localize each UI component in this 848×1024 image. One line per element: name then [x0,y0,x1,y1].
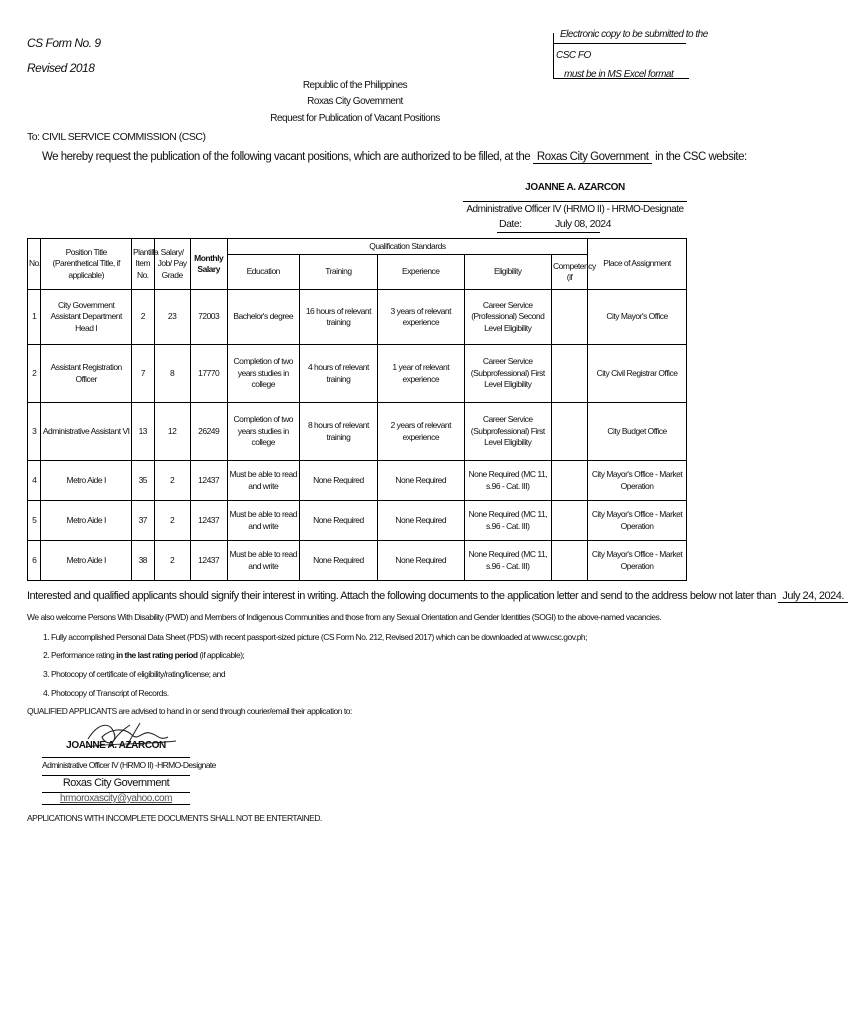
cell-competency [552,501,588,541]
cell-grade: 23 [154,290,190,345]
cell-competency [552,290,588,345]
cell-training: None Required [299,501,377,541]
interest-statement [27,590,848,602]
cell-title: Assistant Registration Officer [41,345,132,403]
deadline: July 24, 2024. [778,590,848,603]
header-position-title: Position Title (Parenthetical Title, if applicable) [41,239,132,290]
request-prefix: We hereby request the publication of the following vacant positions, which are authorized to be filled, at the [42,151,531,163]
bottom-signatory-title: Administrative Officer IV (HRMO II) -HRMO-Designate [42,757,190,770]
cell-place: City Civil Registrar Office [588,345,687,403]
cell-grade: 8 [154,345,190,403]
cell-education: Must be able to read and write [227,461,299,501]
cell-no: 6 [28,541,41,581]
republic-heading: Republic of the Philippines [302,80,408,91]
electronic-copy-note [553,29,708,80]
cell-education: Bachelor's degree [227,290,299,345]
request-agency: Roxas City Government [533,151,653,164]
cell-title: Metro Aide I [41,501,132,541]
cell-title: Administrative Assistant VI [41,403,132,461]
government-heading: Roxas City Government [307,96,403,107]
header-eligibility: Eligibility [464,255,552,290]
requirement-4: 4. Photocopy of Transcript of Records. [43,688,169,698]
cell-place: City Mayor's Office - Market Operation [588,501,687,541]
cell-education: Completion of two years studies in college [227,403,299,461]
cell-salary: 72003 [190,290,227,345]
date-value: July 08, 2024 [555,218,611,230]
cell-place: City Mayor's Office [588,290,687,345]
cell-plantilla: 13 [131,403,154,461]
cell-experience: 3 years of relevant experience [378,290,464,345]
requirement-1: 1. Fully accomplished Personal Data Sheet (PDS) with recent passport-sized picture (CS Form No. 212, Revised 2017) which can be downloaded at www.csc.gov.ph; [43,632,588,642]
cell-plantilla: 2 [131,290,154,345]
electronic-note-line2: CSC FO [556,50,591,61]
contact-email-link[interactable]: hrmoroxascity@yahoo.com [59,793,173,804]
cell-no: 1 [28,290,41,345]
cell-competency [552,541,588,581]
cell-experience: 2 years of relevant experience [378,403,464,461]
top-signatory-name: JOANNE A. AZARCON [525,182,625,193]
header-place-of-assignment: Place of Assignment [588,239,687,290]
contact-email[interactable] [42,792,190,805]
document-title: Request for Publication of Vacant Positions [270,113,440,124]
cell-grade: 2 [154,541,190,581]
cell-training: None Required [299,541,377,581]
cell-no: 2 [28,345,41,403]
cell-eligibility: Career Service (Subprofessional) First Level Eligibility [464,403,552,461]
cell-plantilla: 35 [131,461,154,501]
cell-education: Must be able to read and write [227,501,299,541]
request-statement [42,151,747,163]
cell-place: City Mayor's Office - Market Operation [588,541,687,581]
cell-eligibility: None Required (MC 11, s.96 - Cat. III) [464,461,552,501]
cell-experience: None Required [378,461,464,501]
request-suffix: in the CSC website: [655,151,747,163]
table-row [28,501,687,541]
cell-grade: 12 [154,403,190,461]
vacancy-table [27,238,687,581]
header-salary-grade: Salary/ Job/ Pay Grade [154,239,190,290]
cell-salary: 17770 [190,345,227,403]
electronic-note-line3: must be in MS Excel format [564,69,674,80]
header-no: No. [28,239,41,290]
cell-eligibility: Career Service (Subprofessional) First Level Eligibility [464,345,552,403]
interest-prefix: Interested and qualified applicants should signify their interest in writing. Attach the following documents to the application letter and send to the address below not later than [27,590,776,602]
cell-training: 4 hours of relevant training [299,345,377,403]
requirement-2: 2. Performance rating in the last rating period (if applicable); [43,650,245,660]
header-experience: Experience [378,255,464,290]
cell-salary: 26249 [190,403,227,461]
cell-competency [552,461,588,501]
cell-no: 3 [28,403,41,461]
cell-competency [552,345,588,403]
table-row [28,541,687,581]
cell-plantilla: 38 [131,541,154,581]
date-label: Date: [499,218,522,230]
header-competency: Competency (if [552,255,588,290]
cell-grade: 2 [154,501,190,541]
requirement-3: 3. Photocopy of certificate of eligibility/rating/license; and [43,669,226,679]
cell-eligibility: None Required (MC 11, s.96 - Cat. III) [464,501,552,541]
cell-experience: None Required [378,541,464,581]
header-plantilla: Plantilla Item No. [131,239,154,290]
cell-salary: 12437 [190,461,227,501]
cell-title: City Government Assistant Department Head I [41,290,132,345]
cell-education: Must be able to read and write [227,541,299,581]
cell-plantilla: 7 [131,345,154,403]
cell-no: 4 [28,461,41,501]
cell-experience: 1 year of relevant experience [378,345,464,403]
cell-no: 5 [28,501,41,541]
cell-eligibility: None Required (MC 11, s.96 - Cat. III) [464,541,552,581]
form-revision: Revised 2018 [27,61,95,75]
cell-training: 16 hours of relevant training [299,290,377,345]
incomplete-documents-warning: APPLICATIONS WITH INCOMPLETE DOCUMENTS SHALL NOT BE ENTERTAINED. [27,813,322,823]
addressee: To: CIVIL SERVICE COMMISSION (CSC) [27,131,206,143]
cell-training: None Required [299,461,377,501]
header-monthly-salary: Monthly Salary [190,239,227,290]
qualified-applicants-note: QUALIFIED APPLICANTS are advised to hand in or send through courier/email their application to: [27,706,352,716]
cell-training: 8 hours of relevant training [299,403,377,461]
top-signatory-title: Administrative Officer IV (HRMO II) - HRMO-Designate [463,201,687,215]
cell-grade: 2 [154,461,190,501]
table-row [28,403,687,461]
cell-experience: None Required [378,501,464,541]
cell-salary: 12437 [190,501,227,541]
cell-eligibility: Career Service (Professional) Second Level Eligibility [464,290,552,345]
electronic-note-line1: Electronic copy to be submitted to the [560,29,708,40]
cell-plantilla: 37 [131,501,154,541]
bottom-signatory-office: Roxas City Government [42,775,190,789]
header-qualification-standards: Qualification Standards [227,239,587,255]
cell-title: Metro Aide I [41,541,132,581]
form-number: CS Form No. 9 [27,36,101,50]
cell-salary: 12437 [190,541,227,581]
cell-place: City Mayor's Office - Market Operation [588,461,687,501]
header-education: Education [227,255,299,290]
table-row [28,345,687,403]
cell-competency [552,403,588,461]
bottom-signatory-name: JOANNE A. AZARCON [66,740,166,751]
header-training: Training [299,255,377,290]
cell-place: City Budget Office [588,403,687,461]
cell-title: Metro Aide I [41,461,132,501]
cell-education: Completion of two years studies in college [227,345,299,403]
table-row [28,290,687,345]
welcome-statement: We also welcome Persons With Disability (PWD) and Members of Indigenous Communities and those from any Sexual Orientation and Gender Identities (SOGI) to the above-named vacancies. [27,612,662,622]
table-row [28,461,687,501]
